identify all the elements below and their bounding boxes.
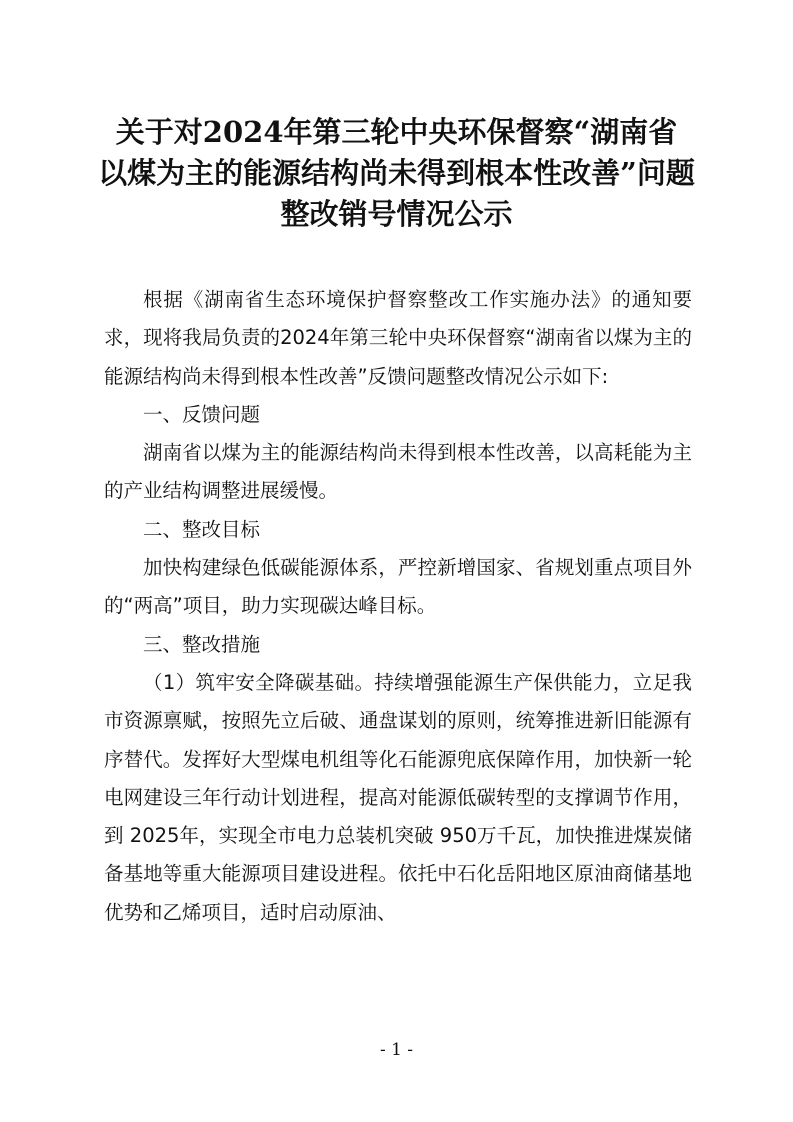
document-body [104,281,692,932]
page-number: - 1 - [379,1040,414,1060]
title-line-1: 关于对2024年第三轮中央环保督察“湖南省 [115,115,678,149]
section-heading-measures: 三、整改措施 [143,632,261,656]
section-heading-goal: 二、整改目标 [143,517,261,541]
section-paragraph-measures: （1）筑牢安全降碳基础。持续增强能源生产保供能力，立足我市资源禀赋，按照先立后破、通盘谋划的原则，统筹推进新旧能源有序替代。发挥好大型煤电机组等化石能源兜底保障作用，加快新一轮电网建设三年行动计划进程，提高对能源低碳转型的支撑调节作用，到 2025年，实现全市电力总装机突破 950万千瓦，加快推进煤炭储备基地等重大能源项目建设进程。依托中石化岳阳地区原油商储基地优势和乙烯项目，适时启动原油、 [104,670,692,924]
section-heading-feedback: 一、反馈问题 [143,402,261,426]
title-line-3: 整改销号情况公示 [280,197,513,231]
document-title [90,112,703,235]
section-paragraph-feedback: 湖南省以煤为主的能源结构尚未得到根本性改善，以高耗能为主的产业结构调整进展缓慢。 [104,441,692,503]
intro-paragraph: 根据《湖南省生态环境保护督察整改工作实施办法》的通知要求，现将我局负责的2024年第三轮中央环保督察“湖南省以煤为主的能源结构尚未得到根本性改善”反馈问题整改情况公示如下: [104,288,692,388]
section-paragraph-goal: 加快构建绿色低碳能源体系，严控新增国家、省规划重点项目外的“两高”项目，助力实现碳达峰目标。 [104,556,692,618]
title-line-2: 以煤为主的能源结构尚未得到根本性改善”问题 [98,156,695,190]
